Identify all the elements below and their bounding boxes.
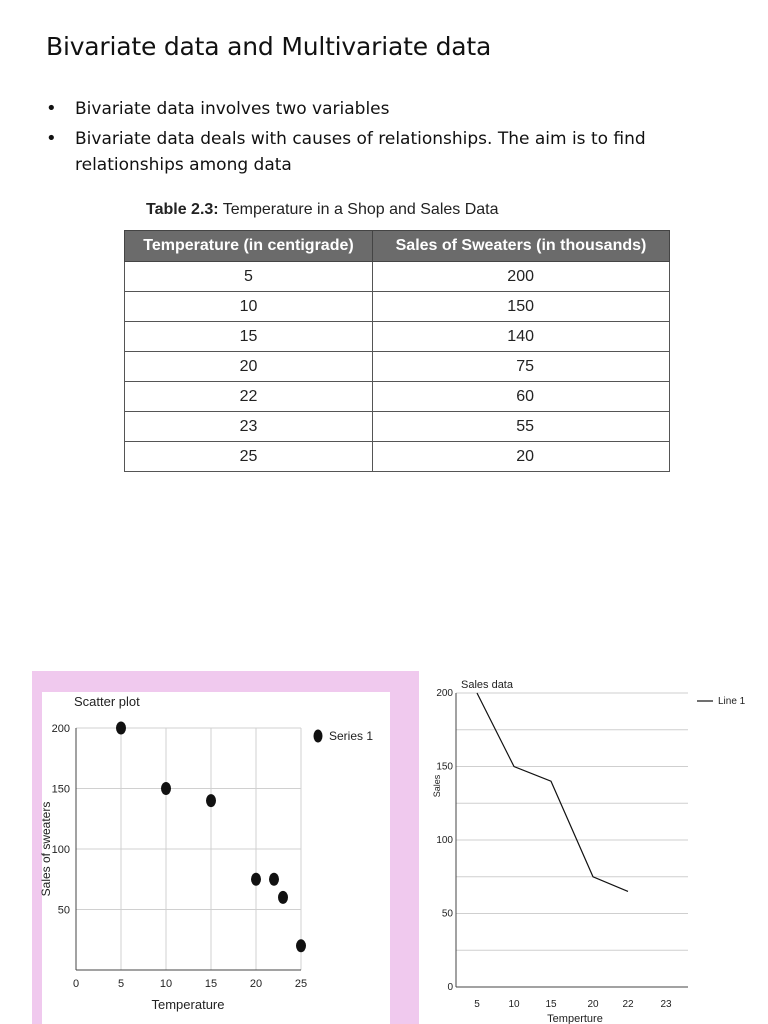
header-temperature: Temperature (in centigrade) (125, 231, 373, 262)
scatter-y-tick-label: 200 (51, 723, 70, 735)
scatter-x-tick-label: 20 (249, 978, 263, 990)
cell-temperature: 5 (125, 262, 373, 292)
table-caption-text: Temperature in a Shop and Sales Data (222, 201, 499, 218)
bullet-item: • Bivariate data involves two variables (46, 96, 726, 122)
line-y-tick-label: 200 (436, 688, 453, 699)
scatter-x-tick-label: 10 (159, 978, 173, 990)
scatter-y-axis-label: Sales of sweaters (39, 801, 53, 897)
line-x-tick-label: 22 (622, 999, 634, 1010)
line-x-tick-label: 5 (474, 999, 480, 1010)
cell-sales: 20 (373, 442, 670, 472)
page-title: Bivariate data and Multivariate data (46, 32, 492, 61)
header-sales: Sales of Sweaters (in thousands) (373, 231, 670, 262)
line-x-tick-label: 10 (508, 999, 520, 1010)
line-y-axis-label: Sales (432, 774, 442, 798)
cell-temperature: 20 (125, 352, 373, 382)
line-legend-label: Line 1 (718, 696, 746, 707)
scatter-x-axis-label: Temperature (151, 997, 225, 1012)
line-y-tick-label: 150 (436, 761, 453, 773)
line-x-axis-label: Temperture (547, 1013, 603, 1024)
cell-sales: 75 (373, 352, 670, 382)
cell-sales: 55 (373, 412, 670, 442)
line-x-tick-label: 15 (545, 999, 557, 1010)
scatter-y-tick-label: 100 (51, 844, 70, 856)
scatter-x-tick-label: 15 (204, 978, 218, 990)
scatter-title: Scatter plot (74, 694, 140, 709)
line-y-tick-label: 50 (441, 908, 453, 920)
line-series (477, 693, 628, 891)
line-x-tick-label: 23 (660, 999, 672, 1010)
cell-temperature: 15 (125, 322, 373, 352)
cell-temperature: 10 (125, 292, 373, 322)
line-title: Sales data (461, 679, 513, 691)
cell-temperature: 22 (125, 382, 373, 412)
table-caption-label: Table 2.3: (146, 201, 219, 218)
cell-temperature: 23 (125, 412, 373, 442)
scatter-x-tick-label: 5 (117, 978, 125, 990)
cell-sales: 60 (373, 382, 670, 412)
line-y-tick-label: 0 (447, 982, 453, 993)
scatter-y-tick-label: 50 (57, 904, 70, 917)
scatter-legend-label: Series 1 (329, 729, 374, 743)
cell-sales: 140 (373, 322, 670, 352)
line-y-tick-label: 100 (436, 835, 453, 846)
scatter-x-tick-label: 0 (72, 978, 80, 990)
cell-temperature: 25 (125, 442, 373, 472)
bullet-item: • Bivariate data deals with causes of relationships. The aim is to find relationships among data (46, 126, 726, 178)
cell-sales: 200 (373, 262, 670, 292)
scatter-x-tick-label: 25 (294, 978, 308, 990)
line-x-tick-label: 20 (587, 999, 599, 1010)
cell-sales: 150 (373, 292, 670, 322)
scatter-y-tick-label: 150 (51, 783, 70, 796)
